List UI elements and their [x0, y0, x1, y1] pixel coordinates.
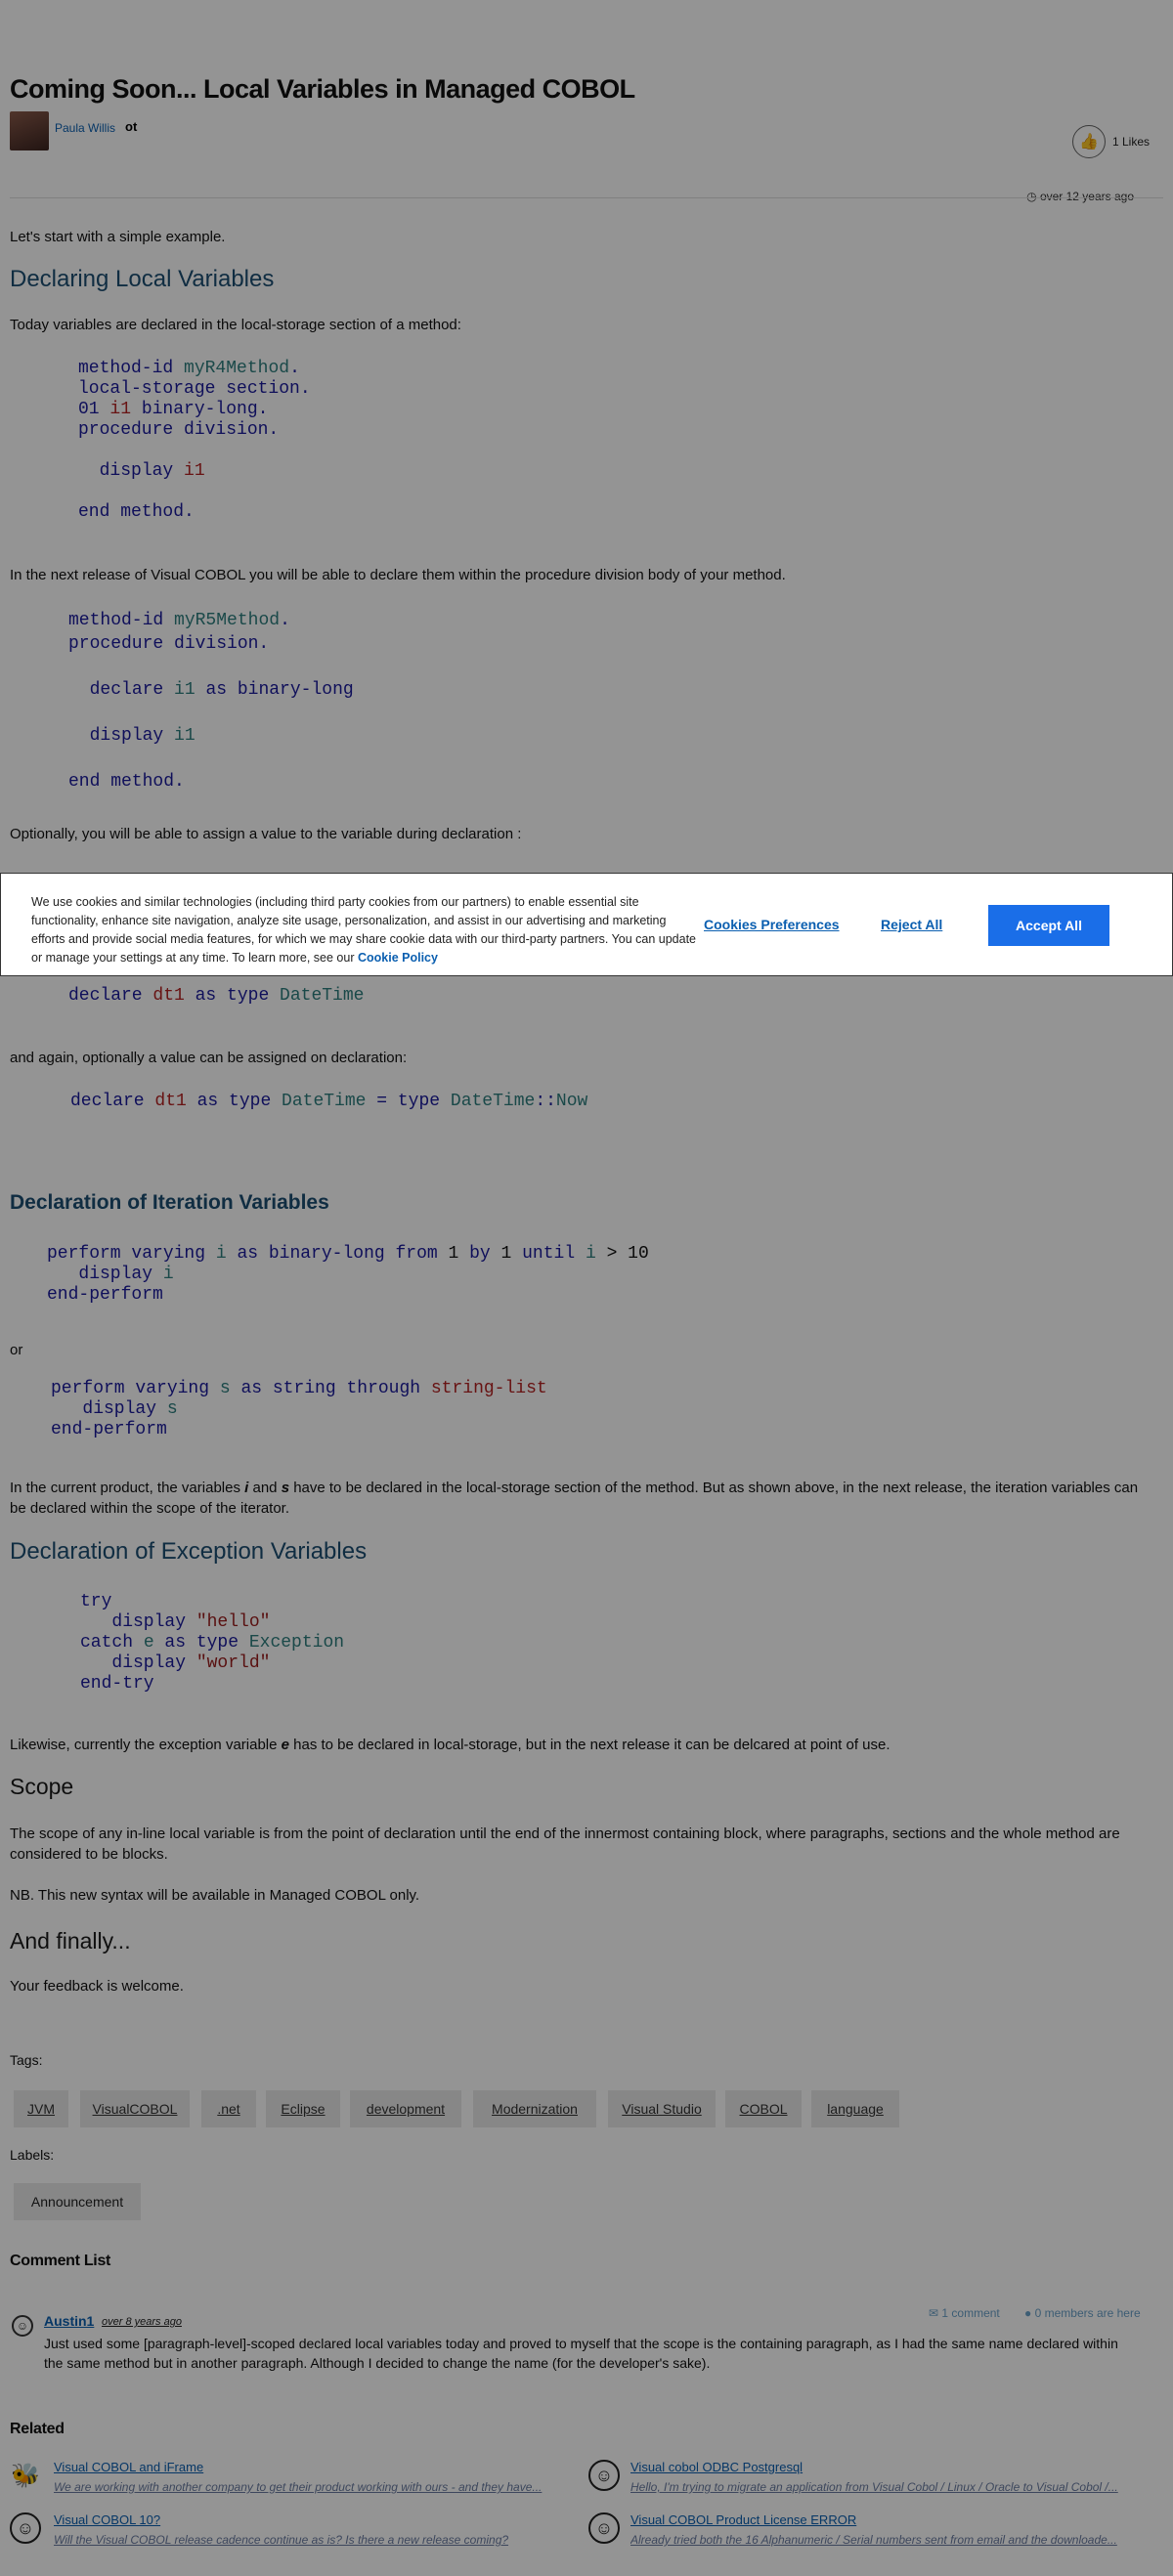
code-block-4: declare dt1 as type DateTime = type DateTime::Now: [70, 1092, 588, 1111]
thumbs-up-icon: 👍: [1079, 134, 1099, 150]
bee-avatar-icon[interactable]: 🐝: [11, 2462, 40, 2489]
related-link-4[interactable]: Visual COBOL Product License ERROR: [630, 2512, 857, 2527]
person-icon: ●: [1024, 2306, 1032, 2320]
post-date: [1026, 190, 1134, 203]
author-suffix: ot: [125, 119, 138, 134]
cookie-banner: [0, 873, 1173, 976]
tag-development[interactable]: development: [350, 2090, 461, 2127]
heading-exception: Declaration of Exception Variables: [10, 1538, 368, 1565]
paragraph-nb: NB. This new syntax will be available in Managed COBOL only.: [10, 1887, 420, 1904]
paragraph-feedback: Your feedback is welcome.: [10, 1978, 184, 1995]
author-link[interactable]: Paula Willis: [55, 121, 116, 135]
heading-finally: And finally...: [10, 1928, 131, 1953]
commenter-avatar-icon[interactable]: ☺: [12, 2315, 33, 2337]
heading-scope: Scope: [10, 1774, 74, 1799]
members-here-text: 0 members are here: [1034, 2306, 1141, 2320]
labels-heading: Labels:: [10, 2147, 55, 2163]
code-block-3: declare dt1 as type DateTime: [68, 986, 365, 1006]
comment-body: Just used some [paragraph-level]-scoped declared local variables today and proved to myself that the scope is the containing paragraph, as I had the same name declared within the same method but in another paragraph. Although I decided to change the name (for the developer's sake).: [44, 2336, 1118, 2371]
author-avatar[interactable]: [10, 111, 49, 150]
code-block-5: perform varying i as binary-long from 1 by 1 until i > 10 display i end-perform: [47, 1244, 649, 1305]
code-block-1: method-id myR4Method. local-storage section. 01 i1 binary-long. procedure division. display i1 end method.: [78, 359, 311, 522]
code-block-2: method-id myR5Method. procedure division. declare i1 as binary-long display i1 end method.: [68, 611, 354, 792]
heading-iteration: Declaration of Iteration Variables: [10, 1191, 329, 1214]
paragraph-again: and again, optionally a value can be assigned on declaration:: [10, 1050, 408, 1066]
paragraph-current: In the current product, the variables i and s have to be declared in the local-storage section of the method. But as shown above, in the next release, the iteration variables can be declared within the scope of the iterator.: [10, 1480, 1139, 1517]
tag-cobol[interactable]: COBOL: [725, 2090, 802, 2127]
comment-list-heading: Comment List: [10, 2253, 111, 2269]
paragraph-likewise: Likewise, currently the exception variable e has to be declared in local-storage, but in the next release it can be delcared at point of use.: [10, 1737, 891, 1753]
tag-eclipse[interactable]: Eclipse: [266, 2090, 340, 2127]
cookie-banner-text: We use cookies and similar technologies (including third party cookies from our partners) to enable essential site functionality, enhance site navigation, analyze site usage, personalization, and assist in our advertising and marketing efforts and provide social media features, for which we may share cookie data with our third-party partners. You can update or manage your settings at any time. To learn more, see our Cookie Policy: [31, 895, 697, 965]
related-excerpt-3[interactable]: Will the Visual COBOL release cadence continue as is? Is there a new release coming?: [54, 2533, 509, 2547]
related-excerpt-4[interactable]: Already tried both the 16 Alphanumeric / Serial numbers sent from email and the downloade...: [630, 2533, 1117, 2547]
tags-heading: Tags:: [10, 2052, 43, 2068]
cookies-preferences-button[interactable]: Cookies Preferences: [704, 917, 840, 932]
like-button[interactable]: [1072, 125, 1106, 158]
related-link-1[interactable]: Visual COBOL and iFrame: [54, 2460, 204, 2474]
tag-visualcobol[interactable]: VisualCOBOL: [80, 2090, 190, 2127]
tag-language[interactable]: language: [811, 2090, 899, 2127]
tag-modernization[interactable]: Modernization: [473, 2090, 596, 2127]
heading-declaring: Declaring Local Variables: [10, 266, 275, 292]
related-link-3[interactable]: Visual COBOL 10?: [54, 2512, 161, 2527]
paragraph-or: or: [10, 1342, 23, 1358]
related-excerpt-2[interactable]: Hello, I'm trying to migrate an application from Visual Cobol / Linux / Oracle to Visual Cobol /...: [630, 2480, 1118, 2494]
related-link-2[interactable]: Visual cobol ODBC Postgresql: [630, 2460, 804, 2474]
accept-all-button[interactable]: Accept All: [988, 905, 1109, 946]
members-here: [1024, 2306, 1141, 2320]
tag-dotnet[interactable]: .net: [201, 2090, 256, 2127]
comment-icon: ✉: [929, 2306, 939, 2320]
related-excerpt-1[interactable]: We are working with another company to get their product working with ours - and they have...: [54, 2480, 543, 2494]
code-block-7: try display "hello" catch e as type Exception display "world" end-try: [80, 1592, 345, 1694]
paragraph-optionally: Optionally, you will be able to assign a value to the variable during declaration :: [10, 826, 522, 842]
related-heading: Related: [10, 2421, 65, 2437]
page-title: Coming Soon... Local Variables in Managed COBOL: [10, 74, 635, 104]
paragraph-scope: The scope of any in-line local variable is from the point of declaration until the end of the innermost containing block, where paragraphs, sections and the whole method are considered to be blocks.: [10, 1825, 1120, 1863]
reject-all-button[interactable]: Reject All: [881, 917, 943, 932]
tag-visual-studio[interactable]: Visual Studio: [608, 2090, 716, 2127]
clock-icon: ◷: [1026, 190, 1037, 203]
code-block-6: perform varying s as string through string-list display s end-perform: [51, 1379, 547, 1439]
comment-count-text: 1 comment: [941, 2306, 1000, 2320]
paragraph-today: Today variables are declared in the local-storage section of a method:: [10, 317, 461, 333]
user-icon[interactable]: ☺: [588, 2460, 620, 2491]
tag-jvm[interactable]: JVM: [14, 2090, 68, 2127]
post-date-text: over 12 years ago: [1039, 190, 1134, 203]
comment-time-link[interactable]: over 8 years ago: [102, 2316, 182, 2328]
commenter-link[interactable]: Austin1: [44, 2313, 95, 2329]
user-icon[interactable]: ☺: [588, 2512, 620, 2544]
divider: [10, 197, 1163, 198]
paragraph-next-release: In the next release of Visual COBOL you will be able to declare them within the procedure division body of your method.: [10, 567, 786, 583]
likes-count: 1 Likes: [1112, 135, 1151, 149]
cookie-policy-link[interactable]: Cookie Policy: [357, 951, 438, 965]
comment-count: [929, 2306, 1000, 2320]
intro-text: Let's start with a simple example.: [10, 229, 226, 245]
label-announcement[interactable]: Announcement: [14, 2183, 141, 2220]
user-icon[interactable]: ☺: [10, 2512, 41, 2544]
